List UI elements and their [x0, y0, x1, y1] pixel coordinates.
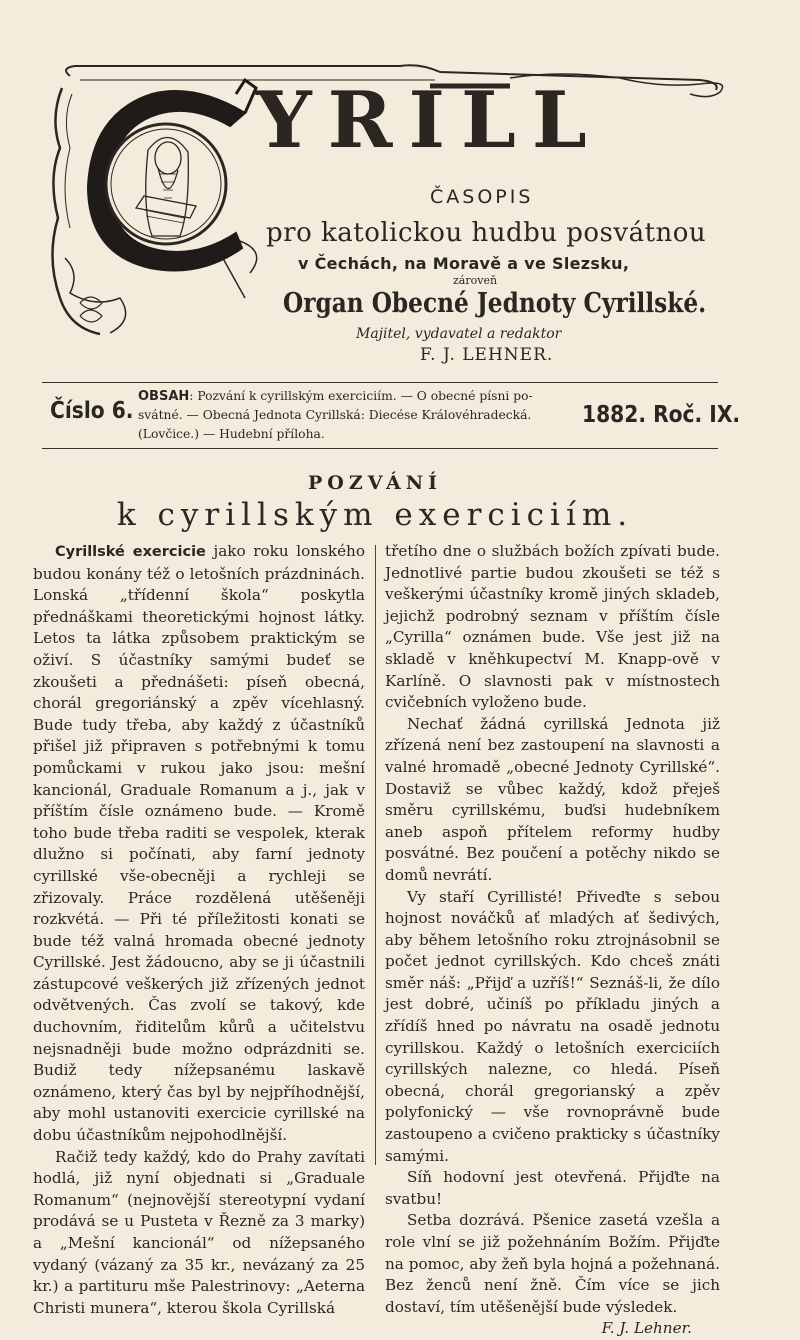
right-paragraph-0: třetího dne o službách božích zpívati bude. Jednotlivé partie budou zkoušeti se též s veškerými účastníky kromě jiných skladeb, jejichž podrobný seznam v příštím čísle „Cyrilla“ oznámen bude. Vše jest již na skladě v kněhkupectví M. Knapp-ově v Karlíně. O slavnosti pak v místnostech cvičebních vyloženo bude. [385, 542, 720, 712]
table-of-contents [138, 387, 570, 444]
article-title: k cyrillským exerciciím. [116, 497, 634, 533]
left-paragraph-2: Račiž tedy každý, kdo do Prahy zavítati hodlá, již nyní objednati si „Graduale Romanum“ (nejnovější stereotypní vydaní prodává se u Pusteta v Řezně za 3 marky) a „Mešní kancionál“ od nížepsaného vydaný (vázaný za 35 kr., nevázaný za 25 kr.) a partituru mše Palestrinovy: „Aeterna Christi munera“, kterou škola Cyrillská [33, 1147, 365, 1317]
article-kicker: POZVÁNÍ [308, 472, 442, 494]
masthead-subtitle: pro katolickou hudbu posvátnou [266, 218, 707, 248]
top-rule [42, 382, 718, 383]
masthead-organ: Organ Obecné Jednoty Cyrillské. [283, 288, 707, 319]
bottom-rule [42, 448, 718, 449]
masthead-title: YRILL [256, 75, 603, 166]
signature: F. J. Lehner. [601, 1319, 692, 1338]
right-paragraph-3: Síň hodovní jest otevřená. Přijďte na svatbu! [385, 1168, 720, 1208]
right-paragraph-2: Vy staří Cyrillisté! Přiveďte s sebou hojnost nováčků ať mladých ať šedivých, aby během letošního roku ztrojnásobnil se počet jednot cyrillských. Kdo chceš znáti směr náš: „Přijď a uzříš!“ Seznáš-li, že dílo jest dobré, učiníš po příkladu jiných a zřídíš hned po návratu na osadě jednotu cyrillskou. Každý o letošních exerciciích cyrillských nalezne, co hledá. Píseň obecná, chorál gregorianský a zpěv polyfonický — vše rovnoprávně bude zastoupeno a cvičeno prakticky s účastníky samými. [385, 887, 720, 1165]
masthead-region: v Čechách, na Moravě a ve Slezsku, [298, 254, 630, 273]
masthead-zaroven: zároveň [453, 274, 498, 287]
toc-text: : Pozvání k cyrillským exerciciím. — O obecné písni po-svátné. — Obecná Jednota Cyrillská: Diecése Královéhradecká. (Lovčice.) — Hudební příloha. [138, 389, 533, 441]
issue-number: Číslo 6. [50, 398, 134, 424]
left-column [33, 541, 365, 1319]
right-paragraph-4: Setba dozrává. Pšenice zasetá vzešla a role vlní se již požehnáním Božím. Přijďte na pomoc, aby žeň byla hojná a požehnaná. Bez ženců není žně. Čím více se jich dostaví, tím utěšenější bude výsledek. [385, 1211, 720, 1316]
left-paragraph-1 [33, 541, 365, 1147]
masthead-casopis: ČASOPIS [430, 186, 534, 208]
column-divider [375, 545, 376, 1165]
year-volume: 1882. Roč. IX. [582, 402, 741, 428]
lead-phrase: Cyrillské exercicie [55, 544, 206, 560]
right-column [385, 541, 720, 1340]
right-paragraph-1: Nechať žádná cyrillská Jednota již zřízená není bez zastoupení na slavnosti a valné hromadě „obecné Jednoty Cyrillské“. Dostaviž se vůbec každý, kdož přeješ směru cyrillskému, buďsi hudebníkem aneb aspoň přítelem reformy hudby posvátné. Bez poučení a potěchy nikdo se domů nevrátí. [385, 714, 720, 884]
masthead-owner-line: Majitel, vydavatel a redaktor [356, 326, 562, 342]
toc-label: OBSAH [138, 389, 190, 404]
masthead-editor-name: F. J. LEHNER. [420, 345, 554, 365]
left-paragraph-1-text: jako roku lonského budou konány též o letošních prázdninách. Lonská „třídenní škola“ poskytla přednáškami theoretickými hojnost látky. Letos ta látka způsobem praktickým se oživí. S účastníky samými budeť se zkoušeti a přednášeti: píseň obecná, chorál gregoriánský a zpěv vícehlasný. Bude tudy třeba, aby každý z účastníků přišel již připraven s potřebnými k tomu pomůckami v rukou jako jsou: mešní kancionál, Graduale Romanum a j., jak v příštím čísle oznámeno bude. — Kromě toho bude třeba raditi se vespolek, kterak dlužno si počínati, aby farní jednoty cyrillské vše-obecněji a rychleji se zřizovaly. Práce rozdělená utěšeněji rozkvétá. — Při té příležitosti konati se bude též valná hromada obecné jednoty Cyrillské. Jest žádoucno, aby se ji účastnili zástupcové veškerých již zřízených jednot odvětvených. Čas zvolí se takový, kde duchovním, řiditelům kůrů a učitelstvu nejsnadněji bude možno odprázdniti se. Budiž tedy nížepsanému laskavě oznámeno, který čas byl by nejpříhodnější, aby mohl ustanoviti exercicie cyrillské na dobu účastníkům nejpohodlnější. [33, 542, 365, 1145]
